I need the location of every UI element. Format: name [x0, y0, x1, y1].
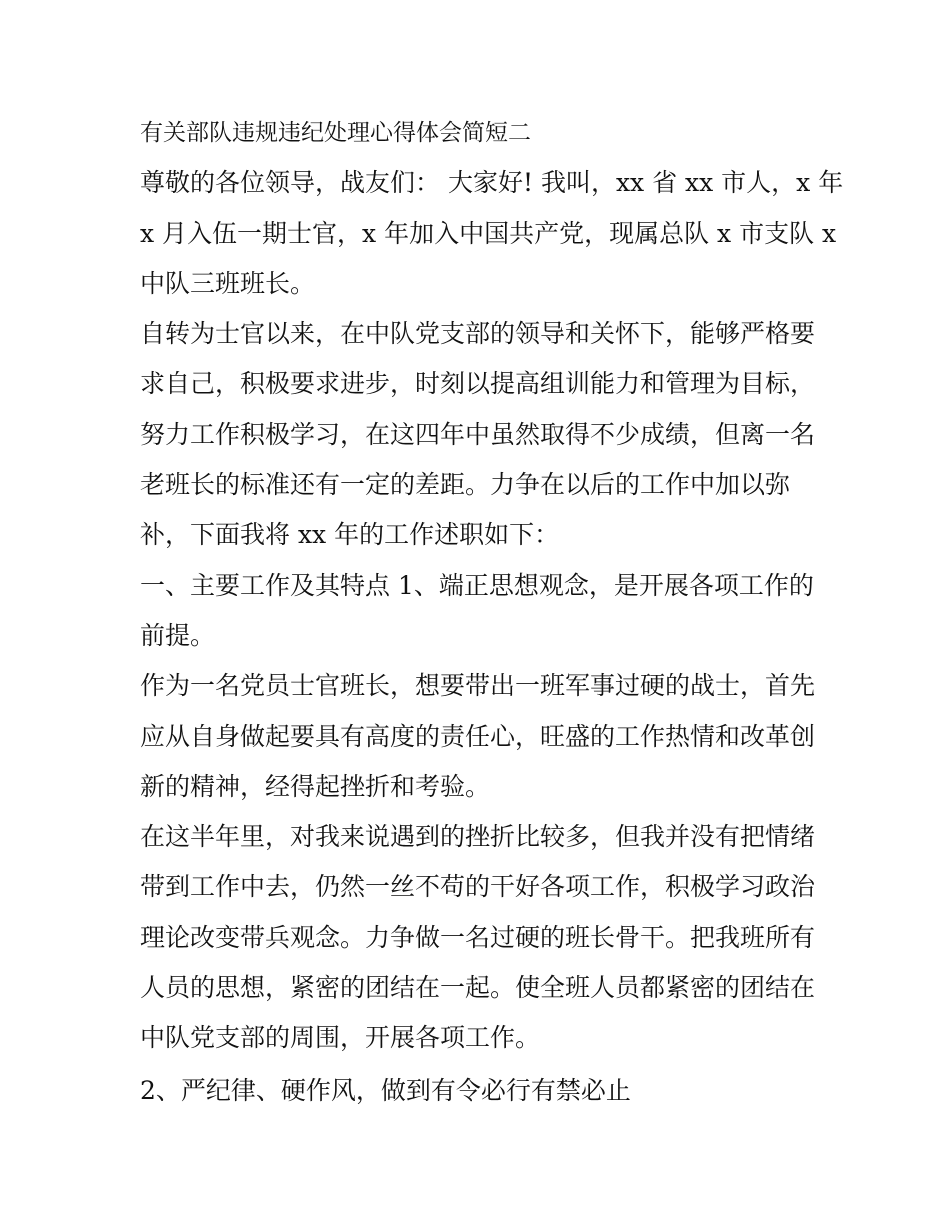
- text-line: 补，下面我将 xx 年的工作述职如下：: [140, 520, 560, 550]
- text-line: 人员的思想，紧密的团结在一起。使全班人员都紧密的团结在: [140, 973, 816, 1003]
- text-line: 2、严纪律、硬作风，做到有令必行有禁必止: [140, 1075, 631, 1105]
- text-line: 努力工作积极学习，在这四年中虽然取得不少成绩，但离一名: [140, 419, 816, 449]
- text-line: x 月入伍一期士官，x 年加入中国共产党，现属总队 x 市支队 x: [140, 218, 837, 248]
- text-line: 尊敬的各位领导，战友们： 大家好! 我叫，xx 省 xx 市人，x 年: [140, 168, 844, 198]
- document-body: [140, 108, 844, 1116]
- text-line: 老班长的标准还有一定的差距。力争在以后的工作中加以弥: [140, 470, 791, 500]
- text-line: 自转为士官以来，在中队党支部的领导和关怀下，能够严格要: [140, 319, 816, 349]
- text-line: 带到工作中去，仍然一丝不苟的干好各项工作，积极学习政治: [140, 872, 816, 902]
- text-line: 新的精神，经得起挫折和考验。: [140, 771, 491, 801]
- text-line: 前提。: [140, 620, 216, 650]
- text-line: 在这半年里，对我来说遇到的挫折比较多，但我并没有把情绪: [140, 822, 816, 852]
- document-title: 有关部队违规违纪处理心得体会简短二: [140, 120, 531, 146]
- text-line: 理论改变带兵观念。力争做一名过硬的班长骨干。把我班所有: [140, 922, 816, 952]
- text-line: 求自己，积极要求进步，时刻以提高组训能力和管理为目标，: [140, 369, 816, 399]
- text-line: 中队三班班长。: [140, 268, 316, 298]
- text-line: 应从自身做起要具有高度的责任心，旺盛的工作热情和改革创: [140, 721, 816, 751]
- text-line: 作为一名党员士官班长，想要带出一班军事过硬的战士，首先: [140, 671, 816, 701]
- text-line: 中队党支部的周围，开展各项工作。: [140, 1023, 541, 1053]
- text-line: 一、主要工作及其特点 1、端正思想观念，是开展各项工作的: [140, 570, 814, 600]
